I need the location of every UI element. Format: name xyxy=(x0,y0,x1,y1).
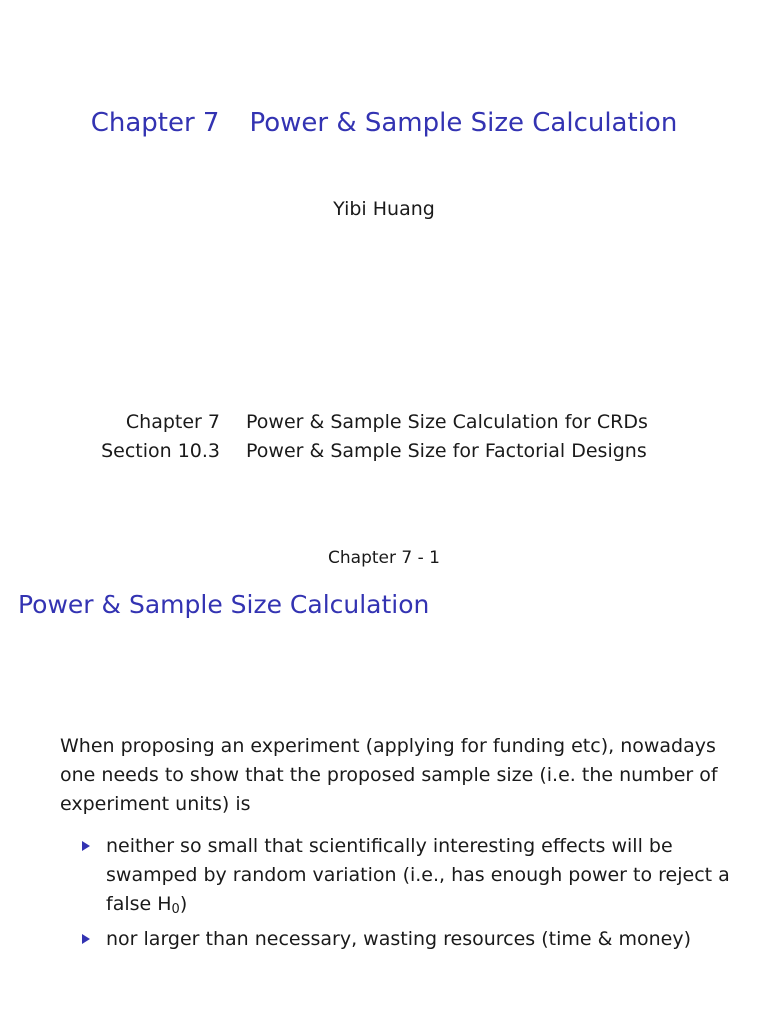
subscript: 0 xyxy=(171,902,180,917)
toc-text: Power & Sample Size Calculation for CRDs xyxy=(246,411,648,433)
intro-paragraph: When proposing an experiment (applying for funding etc), nowadays one needs to show that the proposed sample size (i.e. the number of experiment units) is xyxy=(60,735,718,815)
triangle-bullet-icon xyxy=(82,934,90,944)
toc-row xyxy=(100,408,648,437)
toc-row xyxy=(100,437,648,466)
toc-label: Chapter 7 xyxy=(125,411,220,433)
table-of-contents xyxy=(100,408,648,466)
bullet-text: neither so small that scientifically interesting effects will be swamped by random variation (i.e., has enough power to reject a false H xyxy=(106,835,730,915)
triangle-bullet-icon xyxy=(82,841,90,851)
list-item xyxy=(78,832,738,919)
list-item xyxy=(78,925,738,954)
bullet-text: nor larger than necessary, wasting resources (time & money) xyxy=(106,928,692,950)
frame-title: Power & Sample Size Calculation xyxy=(18,590,430,619)
title-slide-heading xyxy=(0,108,768,138)
toc-label: Section 10.3 xyxy=(101,440,220,462)
slide-number: Chapter 7 - 1 xyxy=(328,548,440,568)
bullet-list xyxy=(78,832,738,960)
toc-text: Power & Sample Size for Factorial Designs xyxy=(246,440,647,462)
author-name: Yibi Huang xyxy=(333,198,435,220)
title-text: Power & Sample Size Calculation xyxy=(249,108,678,138)
bullet-suffix: ) xyxy=(179,893,188,915)
chapter-label: Chapter 7 xyxy=(90,108,220,138)
